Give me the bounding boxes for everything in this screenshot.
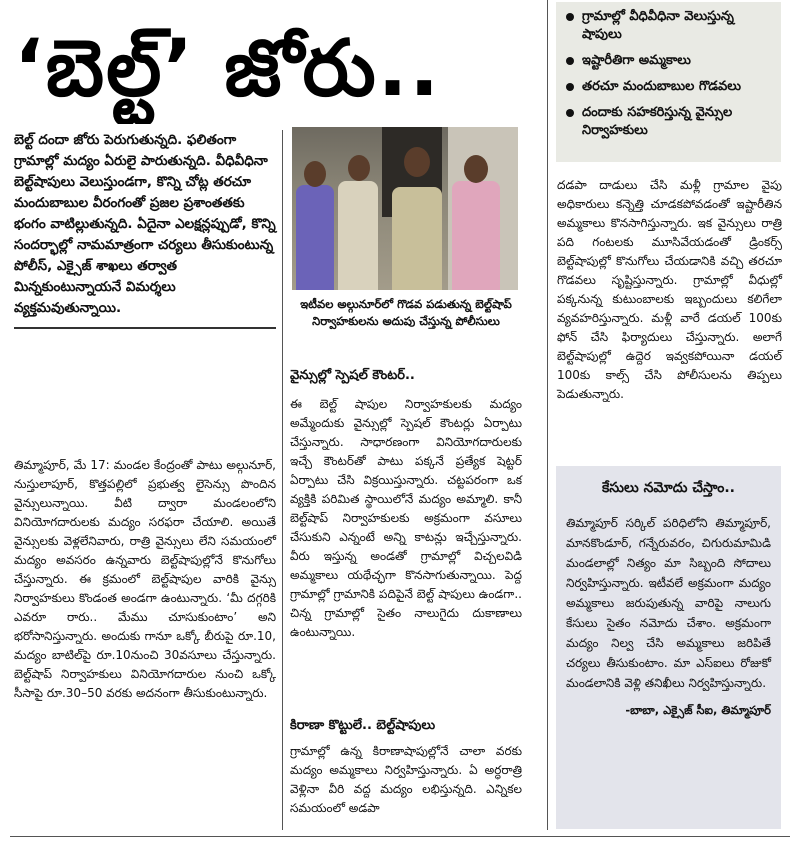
highlights-list — [564, 8, 773, 140]
quote-box-title: కేసులు నమోదు చేస్తాం.. — [601, 480, 735, 496]
highlights-box — [556, 2, 781, 162]
highlight-item: గ్రామాల్లో వీధివీధినా వెలుస్తున్న షాపులు — [564, 8, 773, 44]
subheading-special-counter: వైన్సుల్లో స్పెషల్ కౌంటర్.. — [290, 368, 415, 383]
highlight-item: ఇష్టారీతిగా అమ్మకాలు — [564, 52, 773, 70]
quote-box-body: తిమ్మాపూర్ సర్కిల్ పరిధిలోని తిమ్మాపూర్, మానకొండూర్, గన్నేరువరం, చిగురుమామిడి మండలాల్లో నిత్యం మా సిబ్బంది సోదాలు నిర్వహిస్తున్నారు. ఇటీవలే అక్రమంగా మద్యం అమ్మకాలు జరుపుతున్న వారిపై నాలుగు కేసులు సైతం నమోదు చేశాం. అక్రమంగా మద్యం నిల్వ చేసి అమ్మకాలు జరిపితే చర్యలు తీసుకుంటాం. మా ఎస్‌ఐలు రోజుకో మండలానికి వెళ్లి తనిఖీలు నిర్వహిస్తున్నారు. — [566, 516, 771, 690]
subheading-kirana-shops: కిరాణా కొట్టులే.. బెల్ట్‌షాపులు — [290, 718, 436, 733]
article-column-1: తిమ్మాపూర్, మే 17: మండల కేంద్రంతో పాటు అల్గునూర్, నుస్తులాపూర్, కొత్తపల్లిలో ప్రభుత్వ లైసెన్సు పొందిన వైన్సులున్నాయి. వీటి ద్వారా మండలంలోని వినియోగదారులకు మద్యం సరఫరా చేయాలి. అయితే వైన్సులకు వెళ్లలేనివారు, రాత్రి వైన్సులు లేని సమయంలో మద్యం అవసరం ఉన్నవారు బెల్ట్‌షాపుల్లోనే కొనుగోలు చేస్తున్నారు. ఈ క్రమంలో బెల్ట్‌షాపుల వారికి వైన్సు నిర్వాహకులు కొండంత అండగా ఉంటున్నారు. ‘మీ దగ్గరికి ఎవరూ రారు.. మేము చూసుకుంటాం’ అని భరోసానిస్తున్నారు. అందుకు గానూ ఒక్కో బీరుపై రూ.10, మద్యం బాటిల్‌పై రూ.10నుంచి 30వసూలు చేస్తున్నారు. బెల్ట్‌షాప్ నిర్వాహకులు వినియోగదారుల నుంచి ఒక్కో సీసాపై రూ.30–50 వరకు అదనంగా తీసుకుంటున్నారు. — [14, 458, 276, 700]
column-divider — [282, 130, 283, 830]
article-column-3: దడపా దాడులు చేసి మళ్లీ గ్రామాల వైపు అధికారులు కన్నెత్తి చూడకపోవడంతో ఇష్టారీతిన అమ్మకాలు కొనసాగిస్తున్నారు. ఇక వైన్సులు రాత్రి పది గంటలకు మూసివేయడంతో డ్రింకర్స్ బెల్ట్‌షాపుల్లో కొనుగోలు చేయడానికి వచ్చి తరచూ గొడవలు సృష్టిస్తున్నారు. గ్రామాల్లో వీధుల్లో పక్కనున్న కుటుంబాలకు ఇబ్బందులు కలిగేలా వ్యవహరిస్తున్నారు. మళ్లీ వారే డయల్ 100కు ఫోన్ చేసి ఫిర్యాదులు చేస్తున్నారు. అలాగే బెల్ట్‌షాపుల్లో ఉద్దెర ఇవ్వకపోయినా డయల్ 100కు కాల్స్ చేసి పోలీసులను తిప్పలు పెడుతున్నారు. — [557, 178, 782, 401]
bullet-dot-icon — [566, 57, 574, 65]
article-column-2a: ఈ బెల్ట్ షాపుల నిర్వాహకులకు మద్యం అమ్మేందుకు వైన్సుల్లో స్పెషల్ కౌంటర్లు ఏర్పాటు చేస్తున్నారు. సాధారణంగా వినియోగదారులకు ఇచ్చే కౌంటర్‌తో పాటు పక్కనే ప్రత్యేక షెట్టర్ ఏర్పాటు చేసి విక్రయిస్తున్నారు. చట్టపరంగా ఒక వ్యక్తికి పరిమిత స్థాయిలోనే మద్యం అమ్మాలి. కానీ బెల్ట్‌షాప్ నిర్వాహకులకు అక్రమంగా వసూలు చేసుకుని ఎన్నంటే అన్ని కాటన్లు ఇచ్చేస్తున్నారు. వీరు ఇస్తున్న అండతో గ్రామాల్లో విచ్చలవిడి అమ్మకాలు యథేచ్ఛగా కొనసాగుతున్నాయి. పెద్ద గ్రామాల్లో గ్రామానికి పదిపైనే బెల్ట్ షాపులు ఉండగా.. చిన్న గ్రామాల్లో సైతం నాలుగైదు దుకాణాలు ఉంటున్నాయి. — [290, 397, 522, 639]
bullet-dot-icon — [566, 13, 574, 21]
bullet-dot-icon — [566, 83, 574, 91]
headline: ‘బెల్ట్’ జోరు.. — [14, 24, 442, 114]
highlight-item: తరచూ మందుబాబుల గొడవలు — [564, 78, 773, 96]
quote-box — [556, 466, 781, 829]
news-photo — [292, 127, 518, 290]
column-divider — [547, 0, 548, 830]
photo-caption: ఇటీవల అల్గునూర్‌లో గొడవ పడుతున్న బెల్ట్‌షాప్ నిర్వాహకులను అదుపు చేస్తున్న పోలీసులు — [300, 297, 512, 328]
quote-box-source: -బాబా, ఎక్సైజ్ సీఐ, తిమ్మాపూర్ — [625, 703, 771, 717]
highlight-item: దందాకు సహకరిస్తున్న వైన్సుల నిర్వాహకులు — [564, 104, 773, 140]
lead-paragraph: బెల్ట్ దందా జోరు పెరుగుతున్నది. ఫలితంగా గ్రామాల్లో మద్యం ఏరులై పారుతున్నది. వీధివీధినా బెల్ట్‌షాపులు వెలుస్తుండగా, కొన్ని చోట్ల తరచూ మందుబాబుల వీరంగంతో ప్రజల ప్రశాంతతకు భంగం వాటిల్లుతున్నది. ఏదైనా ఎలక్షన్లప్పుడో, కొన్ని సందర్భాల్లో నామమాత్రంగా చర్యలు తీసుకుంటున్న పోలీస్, ఎక్సైజ్ శాఖలు తర్వాత మిన్నకుంటున్నాయనే విమర్శలు వ్యక్తమవుతున్నాయి. — [14, 130, 276, 329]
article-column-2b: గ్రామాల్లో ఉన్న కిరాణాషాపుల్లోనే చాలా వరకు మద్యం అమ్మకాలు నిర్వహిస్తున్నారు. ఏ అర్ధరాత్రి వెళ్లినా వీరి వద్ద మద్యం లభిస్తున్నది. ఎన్నికల సమయంలో అడపా — [290, 744, 522, 815]
bullet-dot-icon — [566, 109, 574, 117]
bottom-rule — [10, 836, 790, 837]
